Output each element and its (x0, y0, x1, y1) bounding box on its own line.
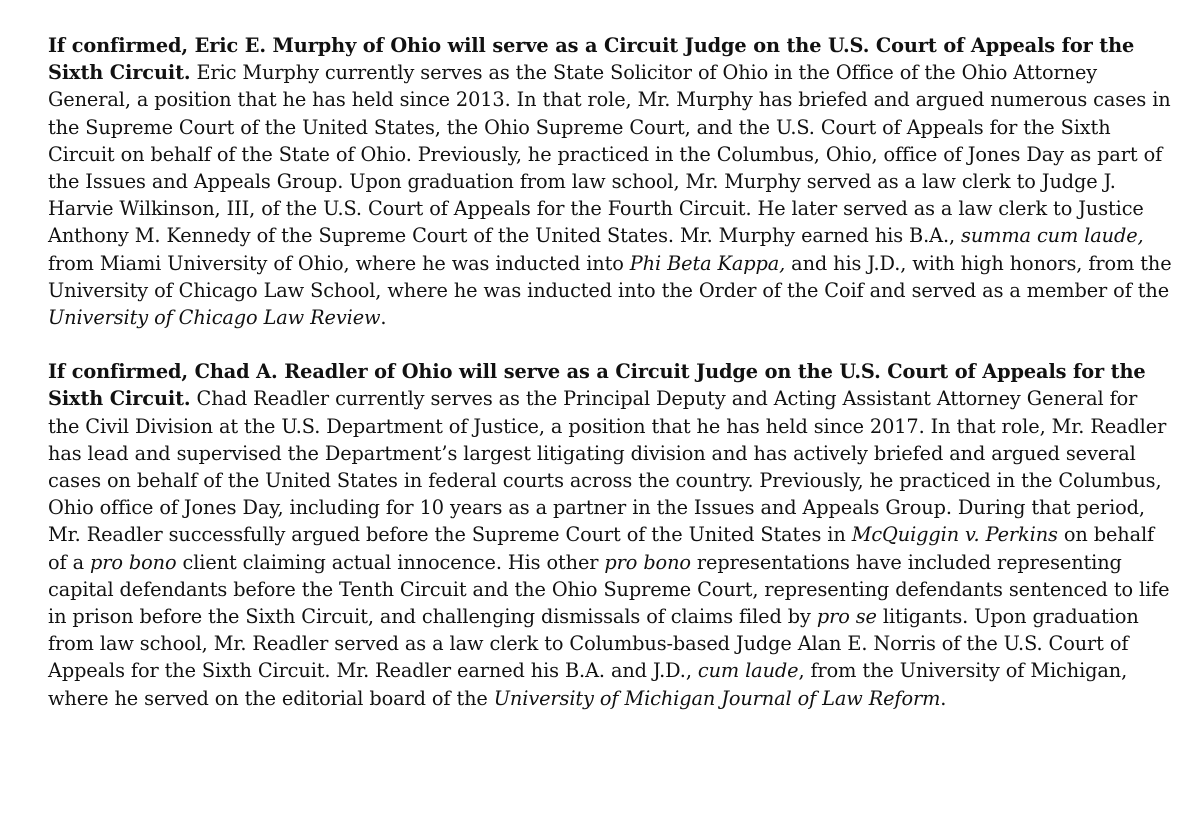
italic-text: pro bono (90, 550, 177, 574)
body-text: litigants. Upon graduation from law school, Mr. Readler served as a law clerk to Columbus-based Judge Alan E. Norris of the U.S. Court of Appeals for the Sixth Circuit. Mr. Readler earned his B.A. and J.D., (48, 605, 1139, 683)
nominee-paragraph-murphy (48, 32, 1174, 331)
body-text: on behalf of a (48, 523, 1155, 574)
body-text: . (380, 306, 387, 330)
paragraph-heading: If confirmed, Eric E. Murphy of Ohio will serve as a Circuit Judge on the U.S. Court of Appeals for the Sixth Circuit. (48, 34, 1135, 85)
nominee-paragraph-readler (48, 358, 1174, 712)
body-text: , from the University of Michigan, where he served on the editorial board of the (48, 659, 1128, 710)
body-text: and his J.D., with high honors, from the University of Chicago Law School, where he was inducted into the Order of the Coif and served as a member of the (48, 251, 1172, 302)
italic-text: pro bono (604, 550, 691, 574)
italic-text: McQuiggin v. Perkins (851, 523, 1058, 547)
body-text: representations have included representing capital defendants before the Tenth Circuit and the Ohio Supreme Court, representing defendants sentenced to life in prison before the Sixth Circuit, and challenging dismissals of claims filed by (48, 550, 1170, 629)
document-page (48, 32, 1174, 739)
body-text: Chad Readler currently serves as the Principal Deputy and Acting Assistant Attorney General for the Civil Division at the U.S. Department of Justice, a position that he has held since 2017. In that role, Mr. Readler has lead and supervised the Department’s largest litigating division and has actively briefed and argued several cases on behalf of the United States in federal courts across the country. Previously, he practiced in the Columbus, Ohio office of Jones Day, including for 10 years as a partner in the Issues and Appeals Group. During that period, Mr. Readler successfully argued before the Supreme Court of the United States in (48, 387, 1167, 547)
paragraph-heading: If confirmed, Chad A. Readler of Ohio will serve as a Circuit Judge on the U.S. Court of Appeals for the Sixth Circuit. (48, 360, 1146, 411)
italic-text: pro se (816, 605, 877, 629)
italic-text: summa cum laude, (961, 224, 1144, 248)
italic-text: cum laude (697, 659, 799, 683)
body-text: client claiming actual innocence. His other (176, 550, 605, 574)
body-text: . (940, 686, 947, 710)
body-text: Eric Murphy currently serves as the State Solicitor of Ohio in the Office of the Ohio Attorney General, a position that he has held since 2013. In that role, Mr. Murphy has briefed and argued numerous cases in the Supreme Court of the United States, the Ohio Supreme Court, and the U.S. Court of Appeals for the Sixth Circuit on behalf of the State of Ohio. Previously, he practiced in the Columbus, Ohio, office of Jones Day as part of the Issues and Appeals Group. Upon graduation from law school, Mr. Murphy served as a law clerk to Judge J. Harvie Wilkinson, III, of the U.S. Court of Appeals for the Fourth Circuit. He later served as a law clerk to Justice Anthony M. Kennedy of the Supreme Court of the United States. Mr. Murphy earned his B.A., (48, 61, 1171, 248)
italic-text: University of Michigan Journal of Law Reform (493, 686, 941, 710)
italic-text: University of Chicago Law Review (48, 306, 381, 330)
body-text: from Miami University of Ohio, where he was inducted into (48, 251, 630, 275)
italic-text: Phi Beta Kappa, (629, 251, 786, 275)
